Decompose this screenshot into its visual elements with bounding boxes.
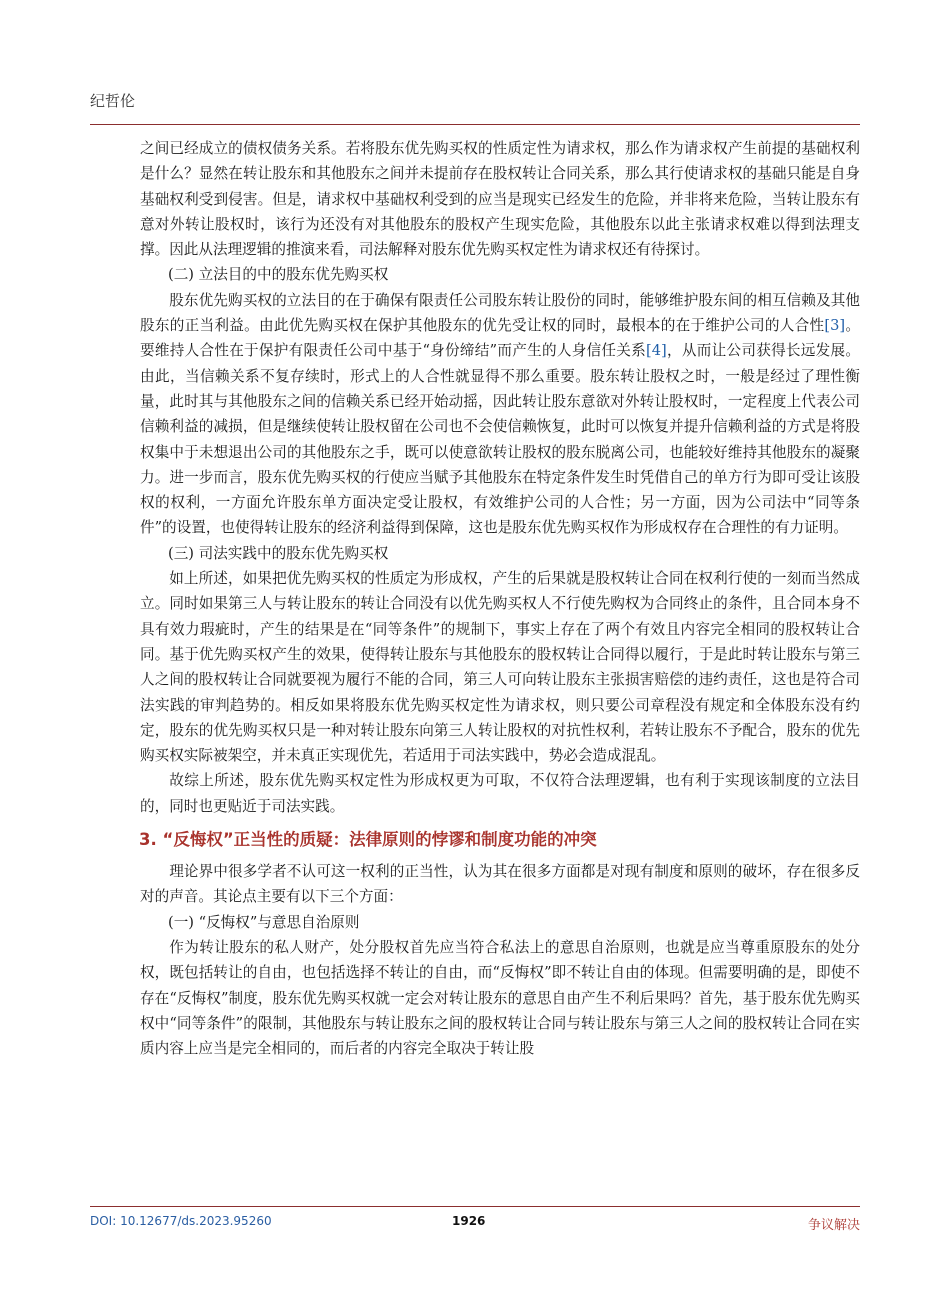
section-heading-3: 3. “反悔权”正当性的质疑：法律原则的悖谬和制度功能的冲突	[139, 830, 597, 850]
paragraph-2-text-b: 。要维持人合性在于保护有限责任公司中基于“身份缔结”而产生的人身信任关系	[140, 317, 860, 360]
footer-page-number: 1926	[452, 1214, 486, 1228]
subheading-2: (二) 立法目的中的股东优先购买权	[168, 266, 389, 284]
paragraph-6: 作为转让股东的私人财产，处分股权首先应当符合私法上的意思自治原则，也就是应当尊重原股东的处分权，既包括转让的自由，也包括选择不转让的自由，而“反悔权”即不转让自由的体现。但需要明确的是，即使不存在“反悔权”制度，股东优先购买权就一定会对转让股东的意思自由产生不利后果吗？首先，基于股东优先购买权中“同等条件”的限制，其他股东与转让股东之间的股权转让合同与转让股东与第三人之间的股权转让合同在实质内容上应当是完全相同的，而后者的内容完全取决于转让股	[140, 938, 860, 1058]
running-header-author: 纪哲伦	[90, 92, 136, 110]
footer-journal-name: 争议解决	[807, 1218, 860, 1233]
paragraph-4: 故综上所述，股东优先购买权定性为形成权更为可取，不仅符合法理逻辑，也有利于实现该制度的立法目的，同时也更贴近于司法实践。	[140, 772, 860, 815]
paragraph-2	[140, 288, 860, 541]
paragraph-3: 如上所述，如果把优先购买权的性质定为形成权，产生的后果就是股权转让合同在权利行使的一刻而当然成立。同时如果第三人与转让股东的转让合同没有以优先购买权人不行使先购权为合同终止的条件，且合同本身不具有效力瑕疵时，产生的结果是在“同等条件”的规制下，事实上存在了两个有效且内容完全相同的股权转让合同。基于优先购买权产生的效果，使得转让股东与其他股东的股权转让合同得以履行，于是此时转让股东与第三人之间的股权转让合同就要视为履行不能的合同，第三人可向转让股东主张损害赔偿的违约责任，这也是符合司法实践的审判趋势的。相反如果将股东优先购买权定性为请求权，则只要公司章程没有规定和全体股东没有约定，股东的优先购买权只是一种对转让股东向第三人转让股权的对抗性权利，若转让股东不予配合，股东的优先购买权实际被架空，并未真正实现优先，若适用于司法实践中，势必会造成混乱。	[140, 570, 860, 765]
subheading-4: (一) “反悔权”与意思自治原则	[168, 913, 360, 931]
article-body	[140, 136, 860, 1061]
paragraph-1: 之间已经成立的债权债务关系。若将股东优先购买权的性质定性为请求权，那么作为请求权产生前提的基础权利是什么？显然在转让股东和其他股东之间并未提前存在股权转让合同关系，那么其行使请求权的基础只能是自身基础权利受到侵害。但是，请求权中基础权利受到的应当是现实已经发生的危险，并非将来危险，当转让股东有意对外转让股权时，该行为还没有对其他股东的股权产生现实危险，其他股东以此主张请求权难以得到法理支撑。因此从法理逻辑的推演来看，司法解释对股东优先购买权定性为请求权还有待探讨。	[140, 140, 860, 259]
reference-link-3[interactable]: [3]	[824, 317, 846, 335]
footer-doi-link[interactable]: DOI: 10.12677/ds.2023.95260	[90, 1214, 272, 1228]
paragraph-2-text-c: ，从而让公司获得长远发展。由此，当信赖关系不复存续时，形式上的人合性就显得不那么重要。股东转让股权之时，一般是经过了理性衡量，此时其与其他股东之间的信赖关系已经开始动摇，因此转让股东意欲对外转让股权时，一定程度上代表公司信赖利益的减损，但是继续使转让股权留在公司也不会使信赖恢复，此时可以恢复并提升信赖利益的方式是将股权集中于未想退出公司的其他股东之手，既可以使意欲转让股权的股东脱离公司，也能较好维持其他股东的凝聚力。进一步而言，股东优先购买权的行使应当赋予其他股东在特定条件发生时凭借自己的单方行为即可受让该股权的权利，一方面允许股东单方面决定受让股权，有效维护公司的人合性；另一方面，因为公司法中“同等条件”的设置，也使得转让股东的经济利益得到保障，这也是股东优先购买权作为形成权存在合理性的有力证明。	[140, 342, 860, 537]
footer-divider	[90, 1206, 860, 1207]
subheading-3: (三) 司法实践中的股东优先购买权	[168, 544, 389, 562]
header-divider	[90, 124, 860, 125]
paragraph-2-text-a: 股东优先购买权的立法目的在于确保有限责任公司股东转让股份的同时，能够维护股东间的相互信赖及其他股东的正当利益。由此优先购买权在保护其他股东的优先受让权的同时，最根本的在于维护公司的人合性	[140, 291, 860, 335]
reference-link-4[interactable]: [4]	[646, 342, 667, 360]
paragraph-5: 理论界中很多学者不认可这一权利的正当性，认为其在很多方面都是对现有制度和原则的破坏，存在很多反对的声音。其论点主要有以下三个方面：	[140, 863, 860, 906]
